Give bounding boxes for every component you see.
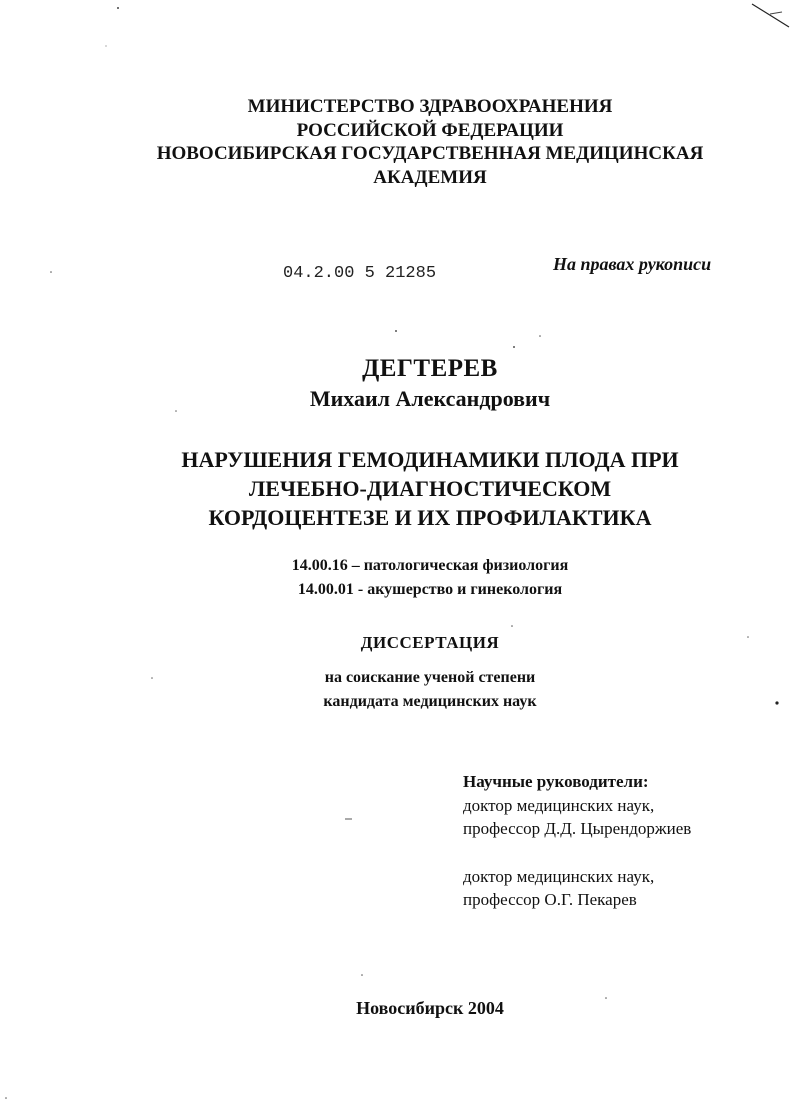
scan-stroke	[770, 12, 782, 14]
title-line: КОРДОЦЕНТЕЗЕ И ИХ ПРОФИЛАКТИКА	[208, 505, 652, 530]
advisors-heading: Научные руководители:	[463, 772, 649, 791]
specialty-line: 14.00.01 - акушерство и гинекология	[297, 581, 563, 598]
degree-line: кандидата медицинских наук	[323, 693, 537, 710]
manuscript-rights-label: На правах рукописи	[553, 254, 712, 274]
scan-speck	[513, 346, 515, 348]
scan-speck	[105, 45, 106, 46]
title-line: НАРУШЕНИЯ ГЕМОДИНАМИКИ ПЛОДА ПРИ	[181, 447, 679, 472]
header-line: НОВОСИБИРСКАЯ ГОСУДАРСТВЕННАЯ МЕДИЦИНСКАЯ	[156, 143, 704, 164]
advisor-name: профессор О.Г. Пекарев	[463, 890, 637, 909]
scan-speck	[775, 701, 778, 704]
header-line: РОССИЙСКОЙ ФЕДЕРАЦИИ	[296, 119, 564, 141]
advisor-name: профессор Д.Д. Цырендоржиев	[463, 819, 692, 838]
advisor-degree: доктор медицинских наук,	[463, 795, 655, 815]
scan-speck	[361, 974, 363, 976]
scan-speck	[50, 271, 52, 273]
registry-code: 04.2.00 5 21285	[283, 264, 437, 283]
scan-speck	[605, 997, 607, 999]
degree-line: на соискание ученой степени	[324, 669, 536, 686]
header-line: МИНИСТЕРСТВО ЗДРАВООХРАНЕНИЯ	[247, 96, 613, 117]
city-year: Новосибирск 2004	[356, 998, 504, 1018]
scan-speck	[395, 330, 397, 332]
author-surname: ДЕГТЕРЕВ	[362, 355, 498, 382]
scan-speck	[511, 625, 513, 627]
specialty-line: 14.00.16 – патологическая физиология	[291, 557, 569, 574]
author-name: Михаил Александрович	[309, 386, 551, 411]
header-line: АКАДЕМИЯ	[373, 166, 487, 188]
title-line: ЛЕЧЕБНО-ДИАГНОСТИЧЕСКОМ	[248, 476, 612, 501]
advisor-degree: доктор медицинских наук,	[463, 866, 655, 886]
scan-stroke	[752, 4, 789, 27]
scan-speck	[175, 410, 177, 412]
document-type: ДИССЕРТАЦИЯ	[360, 633, 500, 652]
scan-speck	[151, 677, 153, 679]
scan-speck	[539, 335, 541, 337]
scan-speck	[117, 7, 119, 9]
scan-speck	[5, 1097, 7, 1099]
scan-speck	[747, 636, 749, 638]
